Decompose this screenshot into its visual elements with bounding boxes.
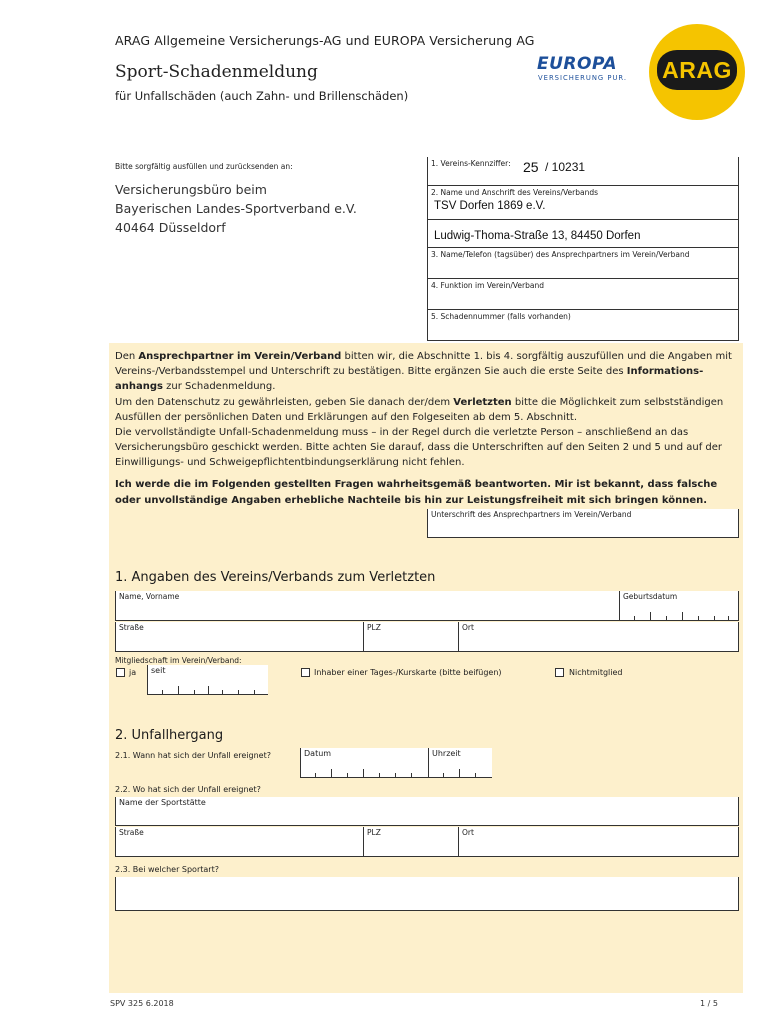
zip-label: PLZ xyxy=(367,623,381,632)
contact-person-field[interactable] xyxy=(427,248,739,279)
accident-time-field[interactable] xyxy=(428,748,492,778)
club-address-value: Ludwig-Thoma-Straße 13, 84450 Dorfen xyxy=(434,230,641,242)
birthdate-field[interactable] xyxy=(619,591,739,621)
company-name: ARAG Allgemeine Versicherungs-AG und EUROPA Versicherung AG xyxy=(115,33,535,48)
arag-logo-word: ARAG xyxy=(662,56,732,83)
address-line: 40464 Düsseldorf xyxy=(115,220,226,235)
instructions-paragraph: Um den Datenschutz zu gewährleisten, geben Sie danach der/dem Verletzten bitte die Möglichkeit zum selbstständigen Ausfüllen der persönlichen Daten und Erklärungen auf den Folgeseiten ab dem 5. Abschnitt. xyxy=(115,396,724,423)
club-address-field[interactable] xyxy=(427,220,739,248)
q-when-label: 2.1. Wann hat sich der Unfall ereignet? xyxy=(115,751,271,760)
name-label: Name, Vorname xyxy=(119,592,180,601)
club-name-field[interactable] xyxy=(427,186,739,220)
address-line: Bayerischen Landes-Sportverband e.V. xyxy=(115,201,357,216)
europa-logo-tagline: VERSICHERUNG PUR. xyxy=(538,74,628,82)
venue-city-field[interactable] xyxy=(458,827,739,857)
club-name-value: TSV Dorfen 1869 e.V. xyxy=(434,200,546,212)
form-title: Sport-Schadenmeldung xyxy=(115,62,318,82)
q-sport-label: 2.3. Bei welcher Sportart? xyxy=(115,865,219,874)
kennziffer-prefix: 25 xyxy=(523,159,539,175)
zip-field[interactable] xyxy=(363,622,458,652)
city-label: Ort xyxy=(462,623,474,632)
instructions-paragraph: Die vervollständigte Unfall-Schadenmeldung muss – in der Regel durch die verletzte Person – anschließend an das Versicherungsbüro geschickt werden. Bitte achten Sie darauf, dass die Unterschriften auf den Seiten 2 und 5 und auf der Einwilligungs- und Schweigepflichtentbindungserklärung nicht fehlen. xyxy=(115,427,723,469)
sport-field[interactable] xyxy=(115,877,739,911)
time-ticks xyxy=(429,767,493,777)
date-label: Datum xyxy=(304,749,332,758)
signature-field[interactable] xyxy=(427,509,739,538)
europa-logo xyxy=(537,55,627,85)
kennziffer-field[interactable] xyxy=(427,157,739,186)
instructions-paragraph: Den Ansprechpartner im Verein/Verband bitten wir, die Abschnitte 1. bis 4. sorgfältig auszufüllen und die Angaben mit Vereins-/Verbandsstempel und Unterschrift zu bestätigen. Bitte ergänzen Sie auch die erste Seite des Informations-anhangs zur Schadenmeldung. xyxy=(115,351,732,393)
signature-label: Unterschrift des Ansprechpartners im Verein/Verband xyxy=(431,510,632,519)
function-label: 4. Funktion im Verein/Verband xyxy=(431,281,544,290)
arag-logo xyxy=(649,24,745,120)
member-yes-checkbox[interactable] xyxy=(116,668,125,677)
function-field[interactable] xyxy=(427,279,739,310)
venue-city-label: Ort xyxy=(462,828,474,837)
street-field[interactable] xyxy=(115,622,363,652)
non-member-label: Nichtmitglied xyxy=(569,668,623,677)
birthdate-ticks xyxy=(620,610,740,620)
venue-street-label: Straße xyxy=(119,828,144,837)
europa-logo-word: EUROPA xyxy=(537,54,618,74)
section2-heading: 2. Unfallhergang xyxy=(115,728,224,743)
declaration-text: Ich werde die im Folgenden gestellten Fragen wahrheitsgemäß beantworten. Mir ist bekannt, dass falsche oder unvollständige Angaben erhebliche Nachteile bis hin zur Leistungsfreiheit mit sich bringen können. xyxy=(115,479,718,506)
non-member-checkbox[interactable] xyxy=(555,668,564,677)
accident-date-field[interactable] xyxy=(300,748,428,778)
contact-label: 3. Name/Telefon (tagsüber) des Ansprechpartners im Verein/Verband xyxy=(431,250,690,259)
name-field[interactable] xyxy=(115,591,619,621)
venue-label: Name der Sportstätte xyxy=(119,798,206,807)
venue-zip-field[interactable] xyxy=(363,827,458,857)
member-yes-label: ja xyxy=(129,668,137,677)
send-to-address xyxy=(115,180,357,237)
kennziffer-value: / 10231 xyxy=(545,160,586,174)
q-where-label: 2.2. Wo hat sich der Unfall ereignet? xyxy=(115,785,261,794)
form-code: SPV 325 6.2018 xyxy=(110,999,174,1008)
member-since-field[interactable] xyxy=(147,665,268,695)
city-field[interactable] xyxy=(458,622,739,652)
page-number: 1 / 5 xyxy=(700,999,718,1008)
name-address-label: 2. Name und Anschrift des Vereins/Verbands xyxy=(431,188,599,197)
send-to-label: Bitte sorgfältig ausfüllen und zurücksenden an: xyxy=(115,162,293,171)
venue-field[interactable] xyxy=(115,797,739,826)
kennziffer-label: 1. Vereins-Kennziffer: xyxy=(431,159,511,168)
form-subtitle: für Unfallschäden (auch Zahn- und Brillenschäden) xyxy=(115,89,409,103)
claim-number-field[interactable] xyxy=(427,310,739,341)
street-label: Straße xyxy=(119,623,144,632)
claim-number-label: 5. Schadennummer (falls vorhanden) xyxy=(431,312,571,321)
time-label: Uhrzeit xyxy=(432,749,461,758)
birthdate-label: Geburtsdatum xyxy=(623,592,678,601)
membership-label: Mitgliedschaft im Verein/Verband: xyxy=(115,656,242,665)
instructions-text xyxy=(115,349,735,471)
address-line: Versicherungsbüro beim xyxy=(115,182,267,197)
venue-zip-label: PLZ xyxy=(367,828,381,837)
section1-heading: 1. Angaben des Vereins/Verbands zum Verletzten xyxy=(115,570,436,585)
venue-street-field[interactable] xyxy=(115,827,363,857)
day-card-checkbox[interactable] xyxy=(301,668,310,677)
member-since-label: seit xyxy=(151,666,166,675)
day-card-label: Inhaber einer Tages-/Kurskarte (bitte beifügen) xyxy=(314,668,502,677)
date-ticks xyxy=(301,767,429,777)
member-since-ticks xyxy=(148,684,269,694)
